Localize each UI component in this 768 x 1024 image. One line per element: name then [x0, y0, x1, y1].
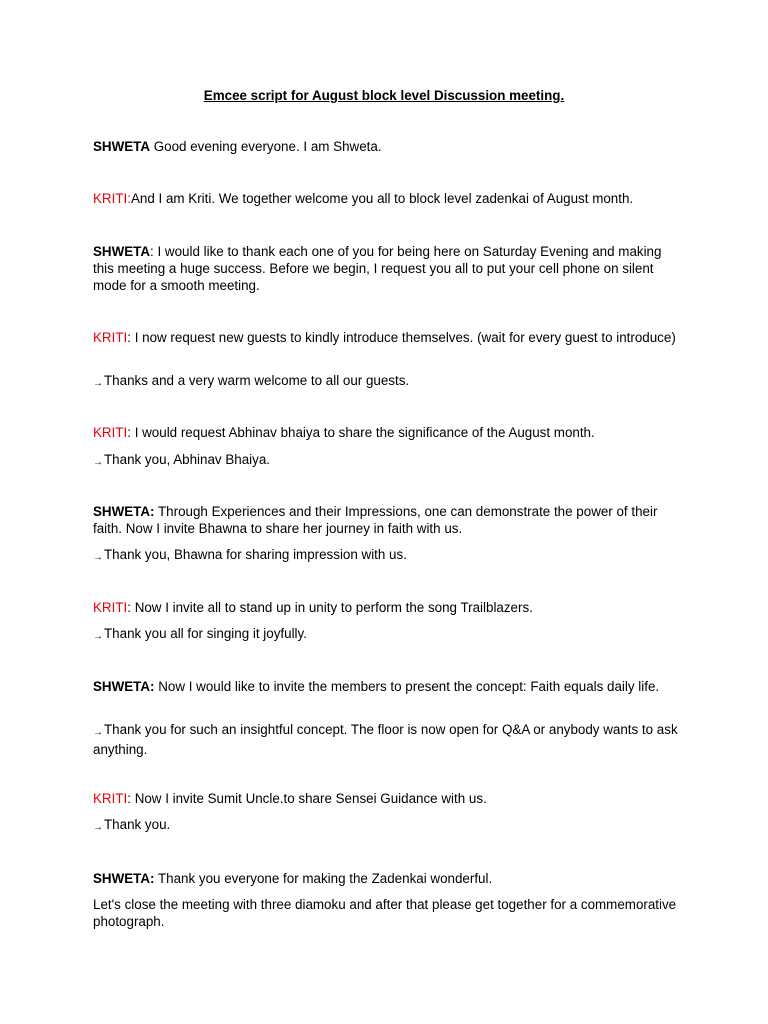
- arrow-icon: →: [93, 552, 103, 563]
- speaker-separator: :: [127, 600, 131, 615]
- line-text: Through Experiences and their Impressions, one can demonstrate the power of their faith. Now I invite Bhawna to share her journey in faith with us.: [93, 504, 658, 536]
- line-text: I now request new guests to kindly introduce themselves. (wait for every guest to introduce): [130, 330, 676, 345]
- line-text: And I am Kriti. We together welcome you all to block level zadenkai of August month.: [130, 191, 634, 206]
- line-text: Thank you everyone for making the Zadenkai wonderful.: [154, 871, 493, 886]
- line-text: Now I invite all to stand up in unity to perform the song Trailblazers.: [130, 600, 533, 615]
- reply-text: Thank you.: [104, 817, 171, 832]
- speaker-separator: :: [127, 191, 131, 206]
- line-text: Now I invite Sumit Uncle.to share Sensei Guidance with us.: [130, 791, 487, 806]
- speaker-name: KRITI: [93, 600, 128, 615]
- document-title: Emcee script for August block level Discussion meeting.: [203, 88, 565, 103]
- speaker-name: SHWETA: [93, 244, 151, 259]
- speaker-name: SHWETA:: [93, 679, 155, 694]
- script-line-kriti: [93, 425, 679, 442]
- line-text: Good evening everyone. I am Shweta.: [150, 139, 382, 154]
- reply-text: Thank you for such an insightful concept. The floor is now open for Q&A or anybody wants to ask anything.: [93, 722, 678, 757]
- speaker-name: SHWETA:: [93, 871, 155, 886]
- speaker-name: SHWETA: [93, 139, 151, 154]
- reply-line: [93, 626, 679, 646]
- speaker-name: KRITI: [93, 791, 128, 806]
- speaker-name: KRITI: [93, 425, 128, 440]
- script-line-shweta: [93, 679, 679, 696]
- arrow-icon: →: [93, 378, 103, 389]
- speaker-name: KRITI: [93, 330, 128, 345]
- arrow-icon: →: [93, 457, 103, 468]
- reply-text: Thank you all for singing it joyfully.: [104, 626, 307, 641]
- script-line-shweta: [93, 139, 679, 156]
- script-line-kriti: [93, 600, 679, 617]
- script-line-shweta: [93, 244, 679, 294]
- line-text: I would like to thank each one of you for being here on Saturday Evening and making this meeting a huge success. Before we begin, I request you all to put your cell phone on silent mode for a smooth meeting.: [93, 244, 662, 293]
- speaker-separator: :: [127, 791, 131, 806]
- script-line-shweta: [93, 504, 679, 538]
- reply-line: [93, 722, 679, 759]
- reply-text: Thank you, Abhinav Bhaiya.: [104, 452, 271, 467]
- script-line-kriti: [93, 191, 679, 208]
- arrow-icon: →: [93, 727, 103, 738]
- reply-line: [93, 817, 679, 837]
- arrow-icon: →: [93, 631, 103, 642]
- script-line-kriti: [93, 330, 679, 347]
- speaker-separator: :: [150, 244, 154, 259]
- script-line-kriti: [93, 791, 679, 808]
- speaker-name: SHWETA:: [93, 504, 155, 519]
- reply-line: [93, 547, 679, 567]
- speaker-separator: :: [127, 425, 131, 440]
- script-line-shweta: [93, 871, 679, 888]
- reply-text: Thanks and a very warm welcome to all our guests.: [104, 373, 410, 388]
- speaker-separator: :: [127, 330, 131, 345]
- line-text: Now I would like to invite the members to present the concept: Faith equals daily life.: [154, 679, 660, 694]
- reply-text: Thank you, Bhawna for sharing impression with us.: [104, 547, 407, 562]
- reply-line: [93, 373, 679, 393]
- reply-line: [93, 452, 679, 472]
- arrow-icon: →: [93, 822, 103, 833]
- line-text: I would request Abhinav bhaiya to share the significance of the August month.: [130, 425, 595, 440]
- speaker-name: KRITI: [93, 191, 128, 206]
- closing-paragraph: Let's close the meeting with three diamoku and after that please get together for a commemorative photograph.: [93, 897, 677, 929]
